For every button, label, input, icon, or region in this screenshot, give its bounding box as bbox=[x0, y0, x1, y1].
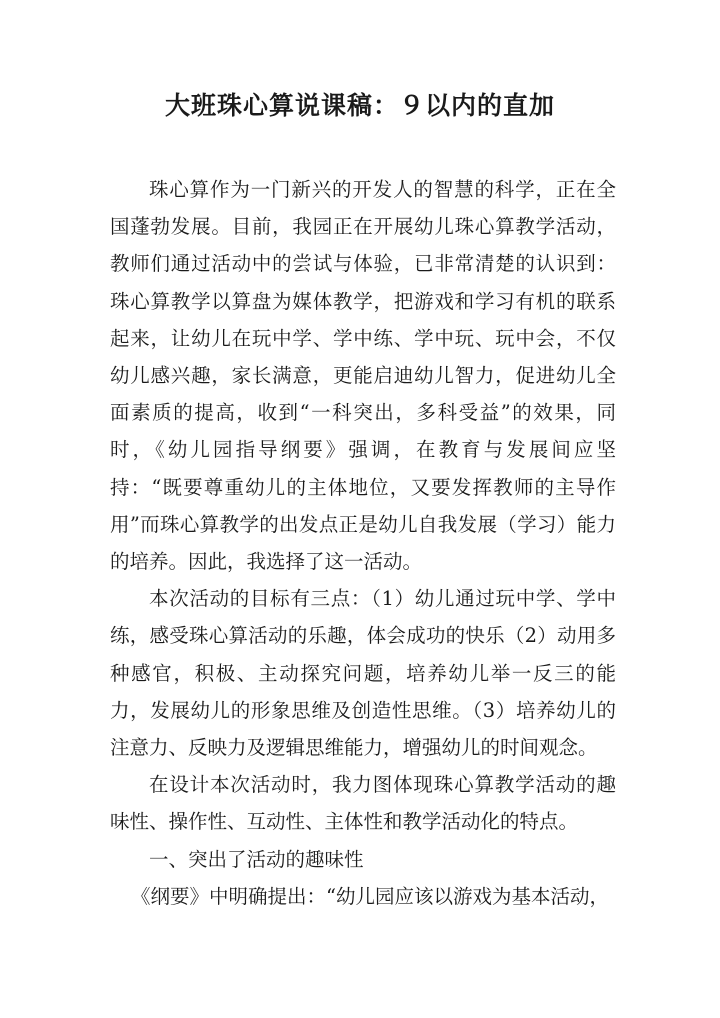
document-title: 大班珠心算说课稿：９以内的直加 bbox=[164, 91, 555, 120]
document-body bbox=[110, 171, 616, 915]
paragraph-design: 在设计本次活动时，我力图体现珠心算教学活动的趣味性、操作性、互动性、主体性和教学活动化的特点。 bbox=[110, 773, 616, 834]
paragraph-guideline-quote: 《纲要》中明确提出：“幼儿园应该以游戏为基本活动， bbox=[131, 884, 609, 908]
paragraph-goals: 本次活动的目标有三点：（1）幼儿通过玩中学、学中练，感受珠心算活动的乐趣，体会成功的快乐（2）动用多种感官，积极、主动探究问题，培养幼儿举一反三的能力，发展幼儿的形象思维及创造性思维。（3）培养幼儿的注意力、反映力及逻辑思维能力，增强幼儿的时间观念。 bbox=[110, 587, 616, 760]
paragraph-intro: 珠心算作为一门新兴的开发人的智慧的科学，正在全国蓬勃发展。目前，我园正在开展幼儿珠心算教学活动，教师们通过活动中的尝试与体验，已非常清楚的认识到：珠心算教学以算盘为媒体教学，把游戏和学习有机的联系起来，让幼儿在玩中学、学中练、学中玩、玩中会，不仅幼儿感兴趣，家长满意，更能启迪幼儿智力，促进幼儿全面素质的提高，收到“一科突出，多科受益”的效果，同时，《幼儿园指导纲要》强调，在教育与发展间应坚持：“既要尊重幼儿的主体地位，又要发挥教师的主导作用”而珠心算教学的出发点正是幼儿自我发展（学习）能力的培养。因此，我选择了这一活动。 bbox=[110, 178, 616, 574]
section-heading-interest: 一、突出了活动的趣味性 bbox=[149, 847, 364, 871]
